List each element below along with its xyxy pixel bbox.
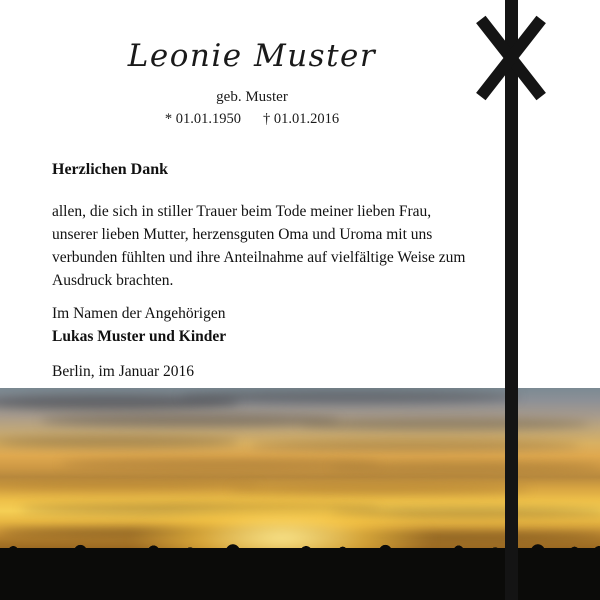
closing-line-family: Im Namen der Angehörigen — [52, 305, 226, 322]
thanks-body-text: allen, die sich in stiller Trauer beim Tode meiner lieben Frau, unserer lieben Mutter, herzensguten Oma und Uroma mit uns verbunden fühlten und ihre Anteilnahme auf vielfältige Weise zum Ausdruck brachten. — [52, 203, 466, 289]
birth-date: * 01.01.1950 — [164, 111, 241, 127]
thanks-heading: Herzlichen Dank — [52, 161, 168, 178]
deceased-name: Leonie Muster — [127, 38, 377, 74]
closing-block — [52, 302, 226, 348]
death-date: † 01.01.2016 — [263, 111, 340, 127]
place-and-date: Berlin, im Januar 2016 — [52, 363, 195, 380]
closing-line-signature: Lukas Muster und Kinder — [52, 328, 227, 345]
maiden-name: geb. Muster — [216, 89, 288, 105]
life-dates — [0, 111, 600, 128]
